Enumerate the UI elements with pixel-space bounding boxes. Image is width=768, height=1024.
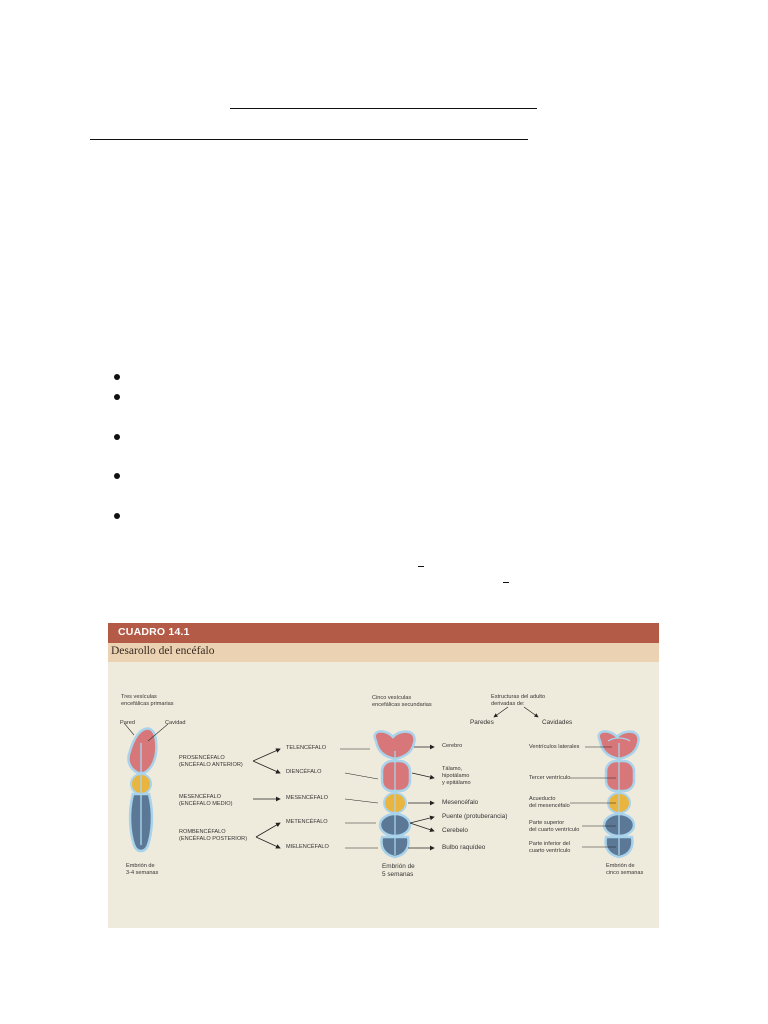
list-bullet [114,513,120,519]
label-line: Parte inferior del [529,841,571,847]
label-line: PROSENCÉFALO [179,755,225,761]
caption-line: Embrión de [126,863,155,869]
caption-line: 3-4 semanas [126,870,159,876]
list-bullet [114,394,120,400]
caption-5-weeks [382,863,415,879]
caption-line: Embrión de [606,863,635,869]
caption-line: Embrión de [382,863,415,870]
label-telencefalo: TELENCÉFALO [286,745,327,751]
figure-title: CUADRO 14.1 [118,626,190,638]
label-line: del cuarto ventrículo [529,827,580,833]
label-line: (ENCÉFALO POSTERIOR) [179,836,248,842]
label-bulbo: Bulbo raquídeo [442,844,486,851]
list-bullet [114,434,120,440]
heading-line: derivadas de: [491,701,525,707]
label-line: hipotálamo [442,773,470,779]
caption-line: cinco semanas [606,870,644,876]
label-paredes: Paredes [470,719,494,726]
label-cavidad: Cavidad [165,720,186,726]
label-rombencefalo [179,829,247,843]
label-puente: Puente (protuberancia) [442,813,508,820]
label-mesencefalo-adult: Mesencéfalo [442,799,479,806]
label-line: Tálamo, [442,766,463,772]
label-parte-superior [529,820,579,834]
label-line: (ENCÉFALO MEDIO) [179,801,233,807]
label-line: (ENCÉFALO ANTERIOR) [179,762,243,768]
label-parte-inferior [529,841,570,855]
label-line: y epitálamo [442,780,471,786]
label-ventriculos-laterales: Ventrículos laterales [529,744,580,750]
label-cerebelo: Cerebelo [442,827,468,834]
figure-subtitle: Desarollo del encéfalo [111,645,215,657]
label-acueducto [529,796,570,810]
brain-vesicles-diagram [108,623,659,928]
label-metencefalo: METENCÉFALO [286,819,328,825]
label-line: cuarto ventrículo [529,848,571,854]
label-line: del mesencéfalo [529,803,570,809]
label-mesencefalo-primary [179,794,232,808]
label-tercer-ventriculo: Tercer ventrículo [529,775,571,781]
caption-line: 5 semanas [382,871,414,878]
secondary-vesicles-heading [372,695,432,709]
primary-vesicles-embryo [124,723,168,851]
label-line: Parte superior [529,820,565,826]
secondary-vesicles-embryo [375,731,415,857]
label-prosencefalo [179,755,243,769]
heading-line: encefálicas primarias [121,701,174,707]
label-mesencefalo-secondary: MESENCÉFALO [286,795,328,801]
label-line: ROMBENCÉFALO [179,829,226,835]
caption-five-weeks [606,863,643,877]
brain-development-figure [108,623,659,928]
primary-vesicles-heading [121,694,174,708]
list-bullet [114,473,120,479]
label-mielencefalo: MIELENCÉFALO [286,844,329,850]
label-pared: Pared [120,720,135,726]
adult-structures-heading [491,694,545,708]
label-line: Acueducto [529,796,556,802]
label-cavidades: Cavidades [542,719,573,726]
label-cerebro: Cerebro [442,743,463,749]
heading-line: Cinco vesículas [372,695,412,701]
ventricles-embryo [599,731,639,857]
list-bullet [114,374,120,380]
label-line: MESENCÉFALO [179,794,221,800]
heading-line: encefálicas secundarias [372,702,432,708]
heading-line: Tres vesículas [121,694,157,700]
underline-rule-1 [230,108,537,109]
label-diencefalo: DIENCÉFALO [286,769,322,775]
label-talamo [442,766,471,787]
underline-rule-2 [90,139,528,140]
text-tick-mark [503,582,509,583]
heading-line: Estructuras del adulto [491,694,546,700]
text-tick-mark [418,566,424,567]
caption-3-4-weeks [126,863,158,877]
